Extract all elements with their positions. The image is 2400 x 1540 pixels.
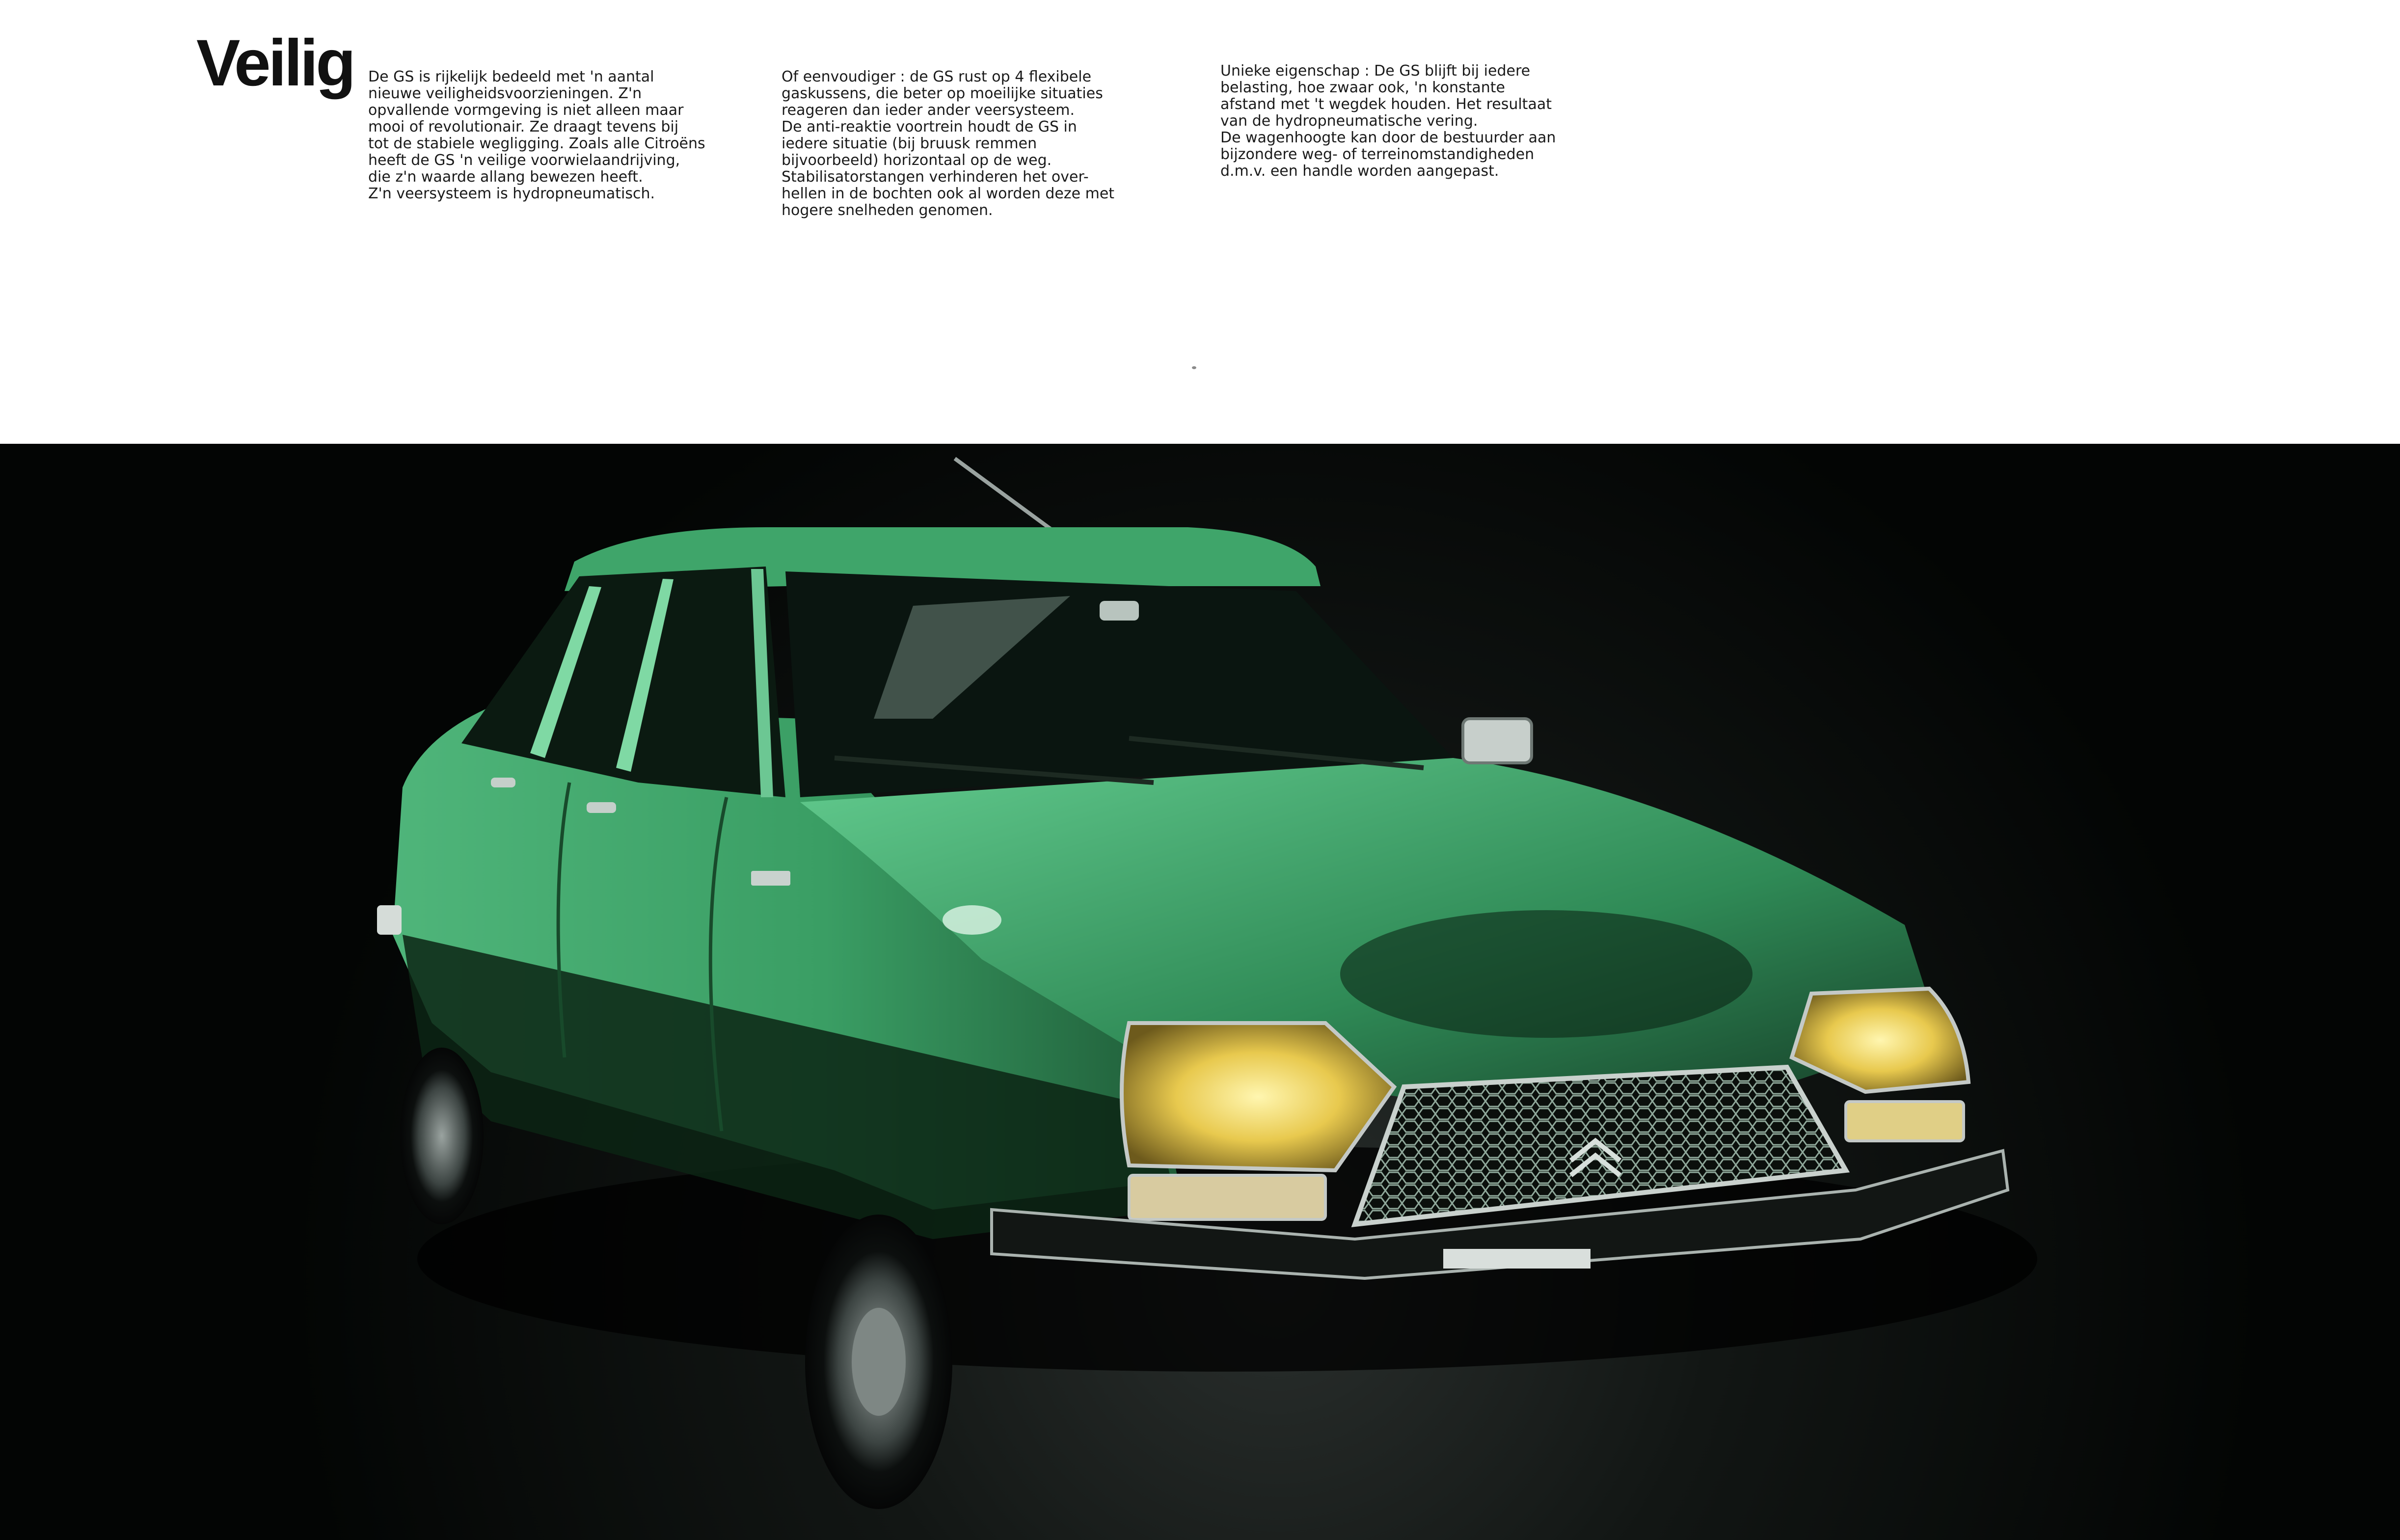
indicator-right [1846,1102,1964,1141]
door-handle-front [587,802,616,813]
rear-wheel [400,1048,484,1224]
license-plate-mount [1443,1249,1591,1269]
door-handle-rear [491,778,515,787]
side-badge [751,871,790,886]
rear-view-mirror [1100,601,1139,621]
text-column-1: De GS is rijkelijk bedeeld met 'n aantal nieuwe veiligheidsvoorzieningen. Z'n opvallende vormgeving is niet alleen maar mooi of revolutionair. Ze draagt tevens bij tot de stabiele wegligging. Zoals alle Citroëns heeft de GS 'n veilige voorwielaandrijving, die z'n waarde allang bewezen heeft. Z'n veersysteem is hydropneumatisch. [368,68,705,202]
side-mirror [1463,719,1532,763]
car-illustration [0,444,2400,1540]
car-photo [0,444,2400,1540]
indicator-left [1129,1175,1325,1219]
hood-shadow [1340,910,1753,1038]
print-speck [1192,366,1196,369]
text-column-2: Of eenvoudiger : de GS rust op 4 flexibele gaskussens, die beter op moeilijke situaties reageren dan ieder ander veersysteem. De anti-reaktie voortrein houdt de GS in iedere situatie (bij bruusk remmen bijvoorbeeld) horizontaal op de weg. Stabilisatorstangen verhinderen het over- hellen in de bochten ook al worden deze met hogere snelheden genomen. [782,68,1115,219]
front-wheel-hub [852,1308,906,1416]
section-heading: Veilig [196,27,354,100]
rear-side-light [377,905,402,935]
text-column-3: Unieke eigenschap : De GS blijft bij iedere belasting, hoe zwaar ook, 'n konstante afstand met 't wegdek houden. Het resultaat van de hydropneumatische vering. De wagenhoogte kan door de bestuurder aan bijzondere weg- of terreinomstandigheden d.m.v. een handle worden aangepast. [1220,62,1556,180]
hood-highlight [943,905,1001,935]
